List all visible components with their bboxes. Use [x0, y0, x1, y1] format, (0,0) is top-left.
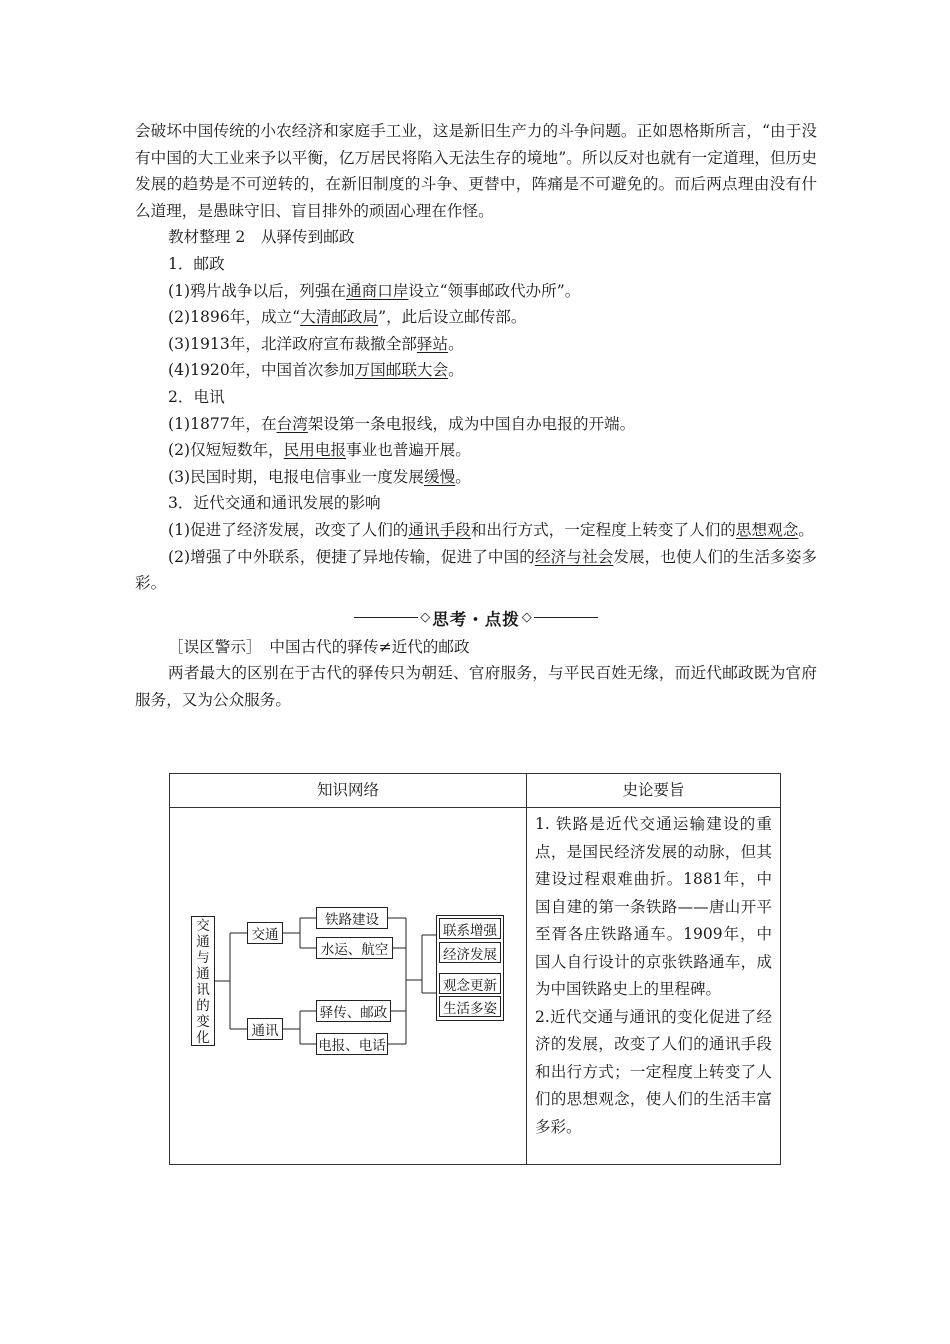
telegraph-item-1: (1)1877年，在台湾架设第一条电报线，成为中国自办电报的开端。: [168, 414, 636, 433]
blank-answer: 驿站: [416, 334, 449, 353]
think-divider: [135, 606, 817, 630]
blank-answer: 思想观念: [735, 520, 799, 539]
impact-item-2: (2)增强了中外联系，便捷了异地传输，促进了中国的经济与社会发展，也使人们的生活多姿多彩。: [135, 547, 817, 593]
divider-line-left: [354, 617, 418, 618]
diagram-leaf-relay-post: 驿传、邮政: [316, 1000, 391, 1022]
think-title: 思考・点拨: [432, 609, 520, 629]
impact-item-1: (1)促进了经济发展，改变了人们的通讯手段和出行方式，一定程度上转变了人们的思想观念。: [168, 520, 814, 539]
table-header-network: 知识网络: [170, 774, 527, 808]
history-point-1: 1. 铁路是近代交通运输建设的重点，是国民经济发展的动脉，但其建设过程艰难曲折。1881年，中国自建的第一条铁路——唐山开平至胥各庄铁路通车。1909年，中国人自行设计的京张铁路通车，成为中国铁路史上的里程碑。: [535, 815, 772, 998]
blank-answer: 台湾: [276, 414, 308, 433]
diagram-effect-ideas: 观念更新: [439, 973, 501, 994]
telegraph-item-3: (3)民国时期，电报电信事业一度发展缓慢。: [168, 467, 471, 486]
blank-answer: 大清邮政局: [300, 308, 379, 327]
diagram-effect-ties: 联系增强: [439, 918, 501, 939]
blank-answer: 经济与社会: [534, 547, 614, 566]
blank-answer: 通讯手段: [408, 520, 471, 539]
divider-line-right: [534, 617, 598, 618]
telegraph-item-2: (2)仅短短数年，民用电报事业也普遍开展。: [168, 441, 471, 460]
diagram-leaf-railway: 铁路建设: [316, 907, 388, 929]
table-header-points: 史论要旨: [527, 774, 781, 808]
diagram-effect-economy: 经济发展: [439, 942, 501, 963]
warning-text: 两者最大的区别在于古代的驿传只为朝廷、官府服务，与平民百姓无缘，而近代邮政既为官府服务，又为公众服务。: [135, 664, 817, 709]
diagram-effect-life: 生活多姿: [439, 996, 501, 1017]
postal-item-3: (3)1913年，北洋政府宣布裁撤全部驿站。: [168, 334, 464, 353]
blank-answer: 通商口岸: [346, 281, 409, 300]
knowledge-network-cell: [170, 808, 527, 1165]
blank-answer: 民用电报: [283, 441, 347, 460]
document-page: [135, 118, 817, 1136]
warning-heading: [135, 634, 817, 661]
diagram-effects-group: [436, 915, 504, 1021]
postal-item-1: (1)鸦片战争以后，列强在通商口岸设立“领事邮政代办所”。: [168, 281, 581, 300]
postal-item-2: (2)1896年，成立“大清邮政局”，此后设立邮传部。: [168, 308, 527, 327]
blank-answer: 万国邮联大会: [354, 361, 449, 380]
diamond-icon: ◇: [521, 610, 532, 626]
warning-label: ［误区警示］: [168, 637, 254, 656]
knowledge-network-diagram: [170, 808, 526, 1164]
diamond-icon: ◇: [420, 610, 431, 626]
impact-heading: 3．近代交通和通讯发展的影响: [168, 494, 381, 513]
diagram-root-node: 交 通 与 通 讯 的 变 化: [191, 916, 215, 1046]
diagram-branch-transport: 交通: [247, 922, 283, 944]
diagram-branch-communication: 通讯: [247, 1018, 283, 1040]
telegraph-heading: 2．电讯: [168, 387, 225, 406]
warning-title: 中国古代的驿传≠近代的邮政: [269, 637, 470, 656]
history-point-2: 2.近代交通与通讯的变化促进了经济的发展，改变了人们的通讯手段和出行方式；一定程度上转变了人们的思想观念，使人们的生活丰富多彩。: [535, 1007, 772, 1136]
diagram-leaf-telegraph-phone: 电报、电话: [316, 1033, 388, 1055]
postal-heading: 1．邮政: [168, 254, 225, 273]
section-title: 教材整理 2 从驿传到邮政: [168, 228, 355, 247]
knowledge-table: [169, 773, 781, 1165]
postal-item-4: (4)1920年，中国首次参加万国邮联大会。: [168, 361, 464, 380]
diagram-leaf-water-air: 水运、航空: [316, 937, 393, 959]
blank-answer: 缓慢: [424, 467, 456, 486]
intro-paragraph: 会破坏中国传统的小农经济和家庭手工业，这是新旧生产力的斗争问题。正如恩格斯所言，“由于没有中国的大工业来予以平衡，亿万居民将陷入无法生存的境地”。所以反对也就有一定道理，但历史发展的趋势是不可逆转的，在新旧制度的斗争、更替中，阵痛是不可避免的。而后两点理由没有什么道理，是愚昧守旧、盲目排外的顽固心理在作怪。: [135, 122, 817, 220]
history-points-cell: [527, 808, 781, 1165]
history-points-text: [527, 808, 780, 1149]
